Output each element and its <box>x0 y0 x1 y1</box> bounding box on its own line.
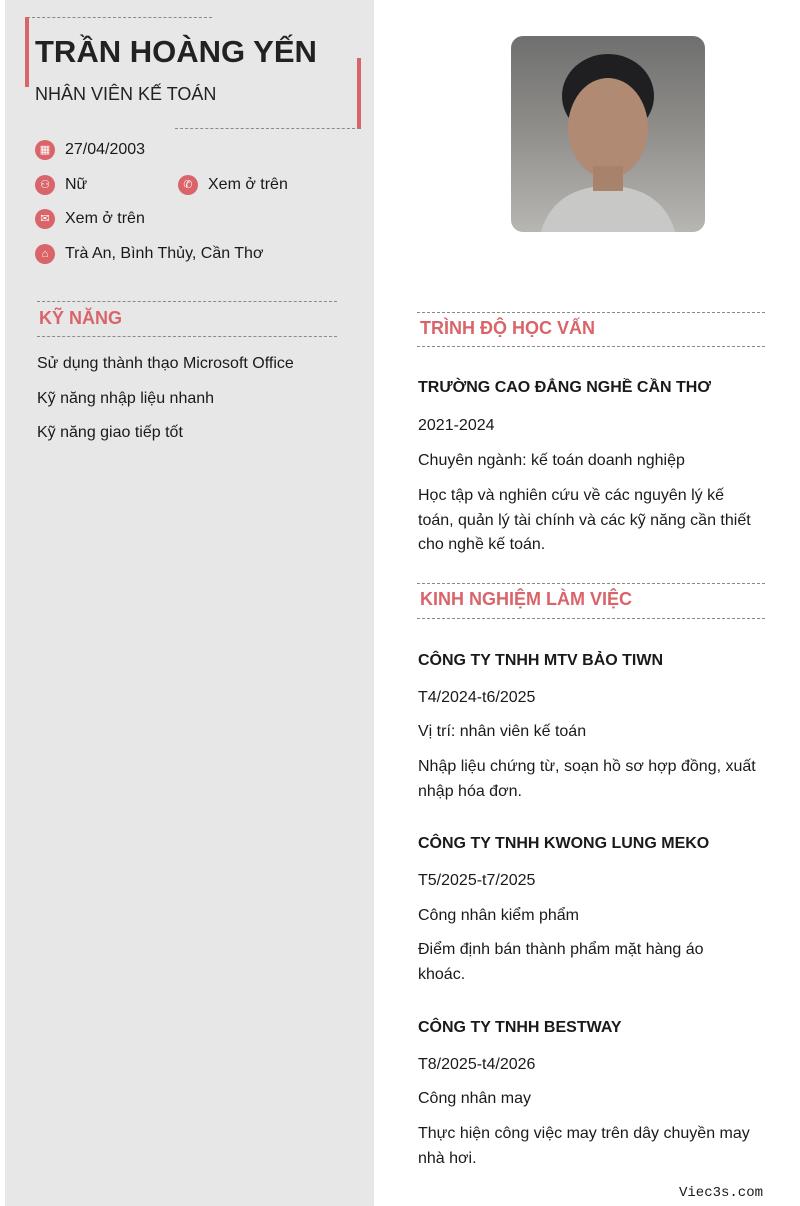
job-position: Công nhân kiểm phẩm <box>418 907 579 924</box>
divider <box>37 301 337 302</box>
birthday-row <box>35 140 145 160</box>
education-major: Chuyên ngành: kế toán doanh nghiệp <box>418 452 685 469</box>
job-description: Thực hiện công việc may trên dây chuyền may nhà hơi. <box>418 1125 750 1167</box>
company-name: CÔNG TY TNHH MTV BẢO TIWN <box>418 652 664 669</box>
divider <box>417 312 765 313</box>
job-period: T8/2025-t4/2026 <box>418 1056 536 1073</box>
divider <box>417 618 765 619</box>
divider <box>175 128 360 129</box>
email-row <box>35 209 145 229</box>
divider <box>37 336 337 337</box>
address: Trà An, Bình Thủy, Cần Thơ <box>65 245 264 262</box>
skills-title: KỸ NĂNG <box>39 308 123 328</box>
school-name: TRƯỜNG CAO ĐẲNG NGHỀ CẦN THƠ <box>418 379 712 396</box>
skill-item: Kỹ năng nhập liệu nhanh <box>37 390 215 407</box>
education-period: 2021-2024 <box>418 417 495 434</box>
job-title: NHÂN VIÊN KẾ TOÁN <box>35 84 217 104</box>
footer-brand[interactable]: Viec3s.com <box>678 1185 763 1201</box>
gender: Nữ <box>65 176 88 193</box>
skill-item: Kỹ năng giao tiếp tốt <box>37 424 183 441</box>
education-description: Học tập và nghiên cứu về các nguyên lý kế toán, quản lý tài chính và các kỹ năng cần thiết cho nghề kế toán. <box>418 487 751 553</box>
gender-row <box>35 175 87 195</box>
job-description: Nhập liệu chứng từ, soạn hồ sơ hợp đồng, xuất nhập hóa đơn. <box>418 758 756 800</box>
phone-row <box>178 175 288 195</box>
calendar-icon: ▦ <box>35 140 55 160</box>
accent-bar <box>357 58 361 129</box>
profile-photo <box>511 36 705 232</box>
divider <box>27 17 212 18</box>
job-position: Vị trí: nhân viên kế toán <box>418 723 587 740</box>
experience-title: KINH NGHIỆM LÀM VIỆC <box>420 589 633 609</box>
home-icon: ⌂ <box>35 244 55 264</box>
email: Xem ở trên <box>65 210 145 227</box>
job-description: Điểm định bán thành phẩm mặt hàng áo khoác. <box>418 941 704 983</box>
company-name: CÔNG TY TNHH KWONG LUNG MEKO <box>418 835 710 852</box>
divider <box>417 583 765 584</box>
birthday: 27/04/2003 <box>65 141 146 158</box>
company-name: CÔNG TY TNHH BESTWAY <box>418 1019 622 1036</box>
phone: Xem ở trên <box>208 176 288 193</box>
email-icon: ✉ <box>35 209 55 229</box>
job-position: Công nhân may <box>418 1090 531 1107</box>
phone-icon: ✆ <box>178 175 198 195</box>
skill-item: Sử dụng thành thạo Microsoft Office <box>37 355 294 372</box>
education-title: TRÌNH ĐỘ HỌC VẤN <box>420 318 595 338</box>
accent-bar <box>25 17 29 87</box>
job-period: T5/2025-t7/2025 <box>418 872 536 889</box>
gender-icon: ⚇ <box>35 175 55 195</box>
divider <box>417 346 765 347</box>
candidate-name: TRẦN HOÀNG YẾN <box>35 34 317 69</box>
job-period: T4/2024-t6/2025 <box>418 689 536 706</box>
address-row <box>35 244 263 264</box>
